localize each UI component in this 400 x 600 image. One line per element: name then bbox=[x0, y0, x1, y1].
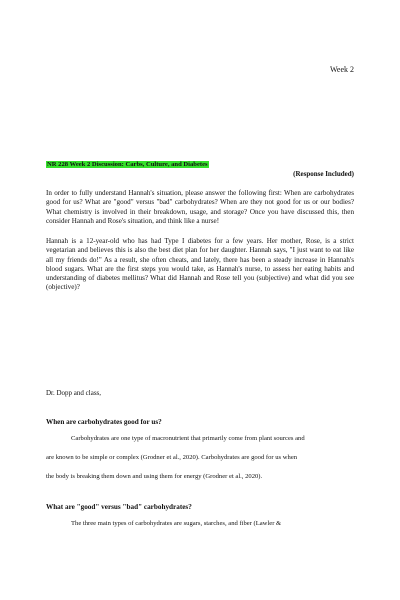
document-title: NR 228 Week 2 Discussion: Carbs, Culture, and Diabetes bbox=[47, 161, 208, 168]
salutation: Dr. Dopp and class, bbox=[46, 389, 102, 397]
response-included-note: (Response Included) bbox=[293, 170, 354, 178]
title-container bbox=[46, 153, 209, 171]
prompt-paragraph-1: In order to fully understand Hannah's situation, please answer the following first: When are carbohydrates good for us? What are "good" versus "bad" carbohydrates? When are they not good for us or our bodies? What chemistry is involved in their breakdown, usage, and storage? Once you have discussed this, then consider Hannah and Rose's situation, and think like a nurse! bbox=[46, 189, 354, 225]
body-line-4: The three main types of carbohydrates are sugars, starches, and fiber (Lawler & bbox=[71, 520, 282, 527]
section-heading-2: What are "good" versus "bad" carbohydrates? bbox=[46, 503, 192, 511]
section-heading-1: When are carbohydrates good for us? bbox=[46, 418, 162, 426]
body-line-3: the body is breaking them down and using them for energy (Grodner et al., 2020). bbox=[46, 473, 263, 480]
prompt-paragraph-2: Hannah is a 12-year-old who has had Type I diabetes for a few years. Her mother, Rose, is a strict vegetarian and believes this is also the best diet plan for her daughter. Hannah says, "I just want to eat like all my friends do!" As a result, she often cheats, and lately, there has been a steady increase in Hannah's blood sugars. What are the first steps you would take, as Hannah's nurse, to assess her eating habits and understanding of diabetes mellitus? What did Hannah and Rose tell you (subjective) and what did you see (objective)? bbox=[46, 237, 354, 292]
body-line-2: are known to be simple or complex (Grodner et al., 2020). Carbohydrates are good for us when bbox=[46, 454, 298, 461]
page-header-week: Week 2 bbox=[329, 65, 354, 74]
body-line-1: Carbohydrates are one type of macronutrient that primarily come from plant sources and bbox=[71, 435, 305, 442]
